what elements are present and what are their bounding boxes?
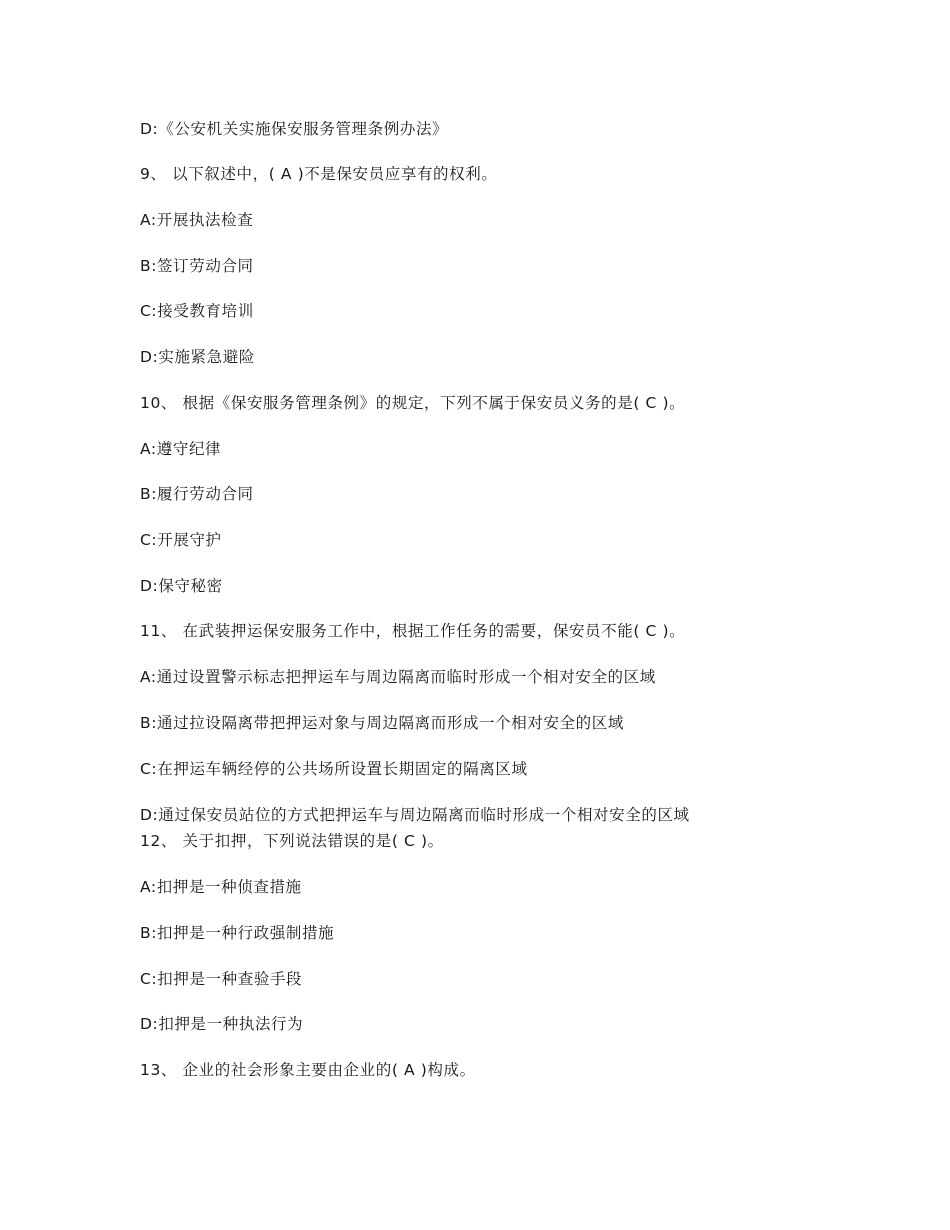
option-10b: B:履行劳动合同 (140, 485, 254, 503)
question-11: 11、 在武装押运保安服务工作中，根据工作任务的需要，保安员不能( C )。 (140, 622, 686, 640)
option-11c: C:在押运车辆经停的公共场所设置长期固定的隔离区域 (140, 760, 528, 778)
option-8d: D:《公安机关实施保安服务管理条例办法》 (140, 120, 449, 138)
option-12d: D:扣押是一种执法行为 (140, 1015, 304, 1033)
option-12a: A:扣押是一种侦查措施 (140, 878, 302, 896)
question-12: 12、 关于扣押，下列说法错误的是( C )。 (140, 832, 444, 850)
option-10d: D:保守秘密 (140, 577, 223, 595)
option-9d: D:实施紧急避险 (140, 348, 255, 366)
option-9b: B:签订劳动合同 (140, 257, 254, 275)
option-10c: C:开展守护 (140, 531, 222, 549)
option-12b: B:扣押是一种行政强制措施 (140, 924, 335, 942)
option-11d: D:通过保安员站位的方式把押运车与周边隔离而临时形成一个相对安全的区域 (140, 806, 690, 824)
option-11b: B:通过拉设隔离带把押运对象与周边隔离而形成一个相对安全的区域 (140, 714, 624, 732)
option-9c: C:接受教育培训 (140, 302, 254, 320)
option-10a: A:遵守纪律 (140, 440, 222, 458)
question-9: 9、 以下叙述中，( A )不是保安员应享有的权利。 (140, 165, 498, 183)
question-13: 13、 企业的社会形象主要由企业的( A )构成。 (140, 1061, 476, 1079)
option-11a: A:通过设置警示标志把押运车与周边隔离而临时形成一个相对安全的区域 (140, 668, 656, 686)
option-9a: A:开展执法检查 (140, 211, 254, 229)
question-10: 10、 根据《保安服务管理条例》的规定，下列不属于保安员义务的是( C )。 (140, 394, 686, 412)
option-12c: C:扣押是一种查验手段 (140, 970, 303, 988)
